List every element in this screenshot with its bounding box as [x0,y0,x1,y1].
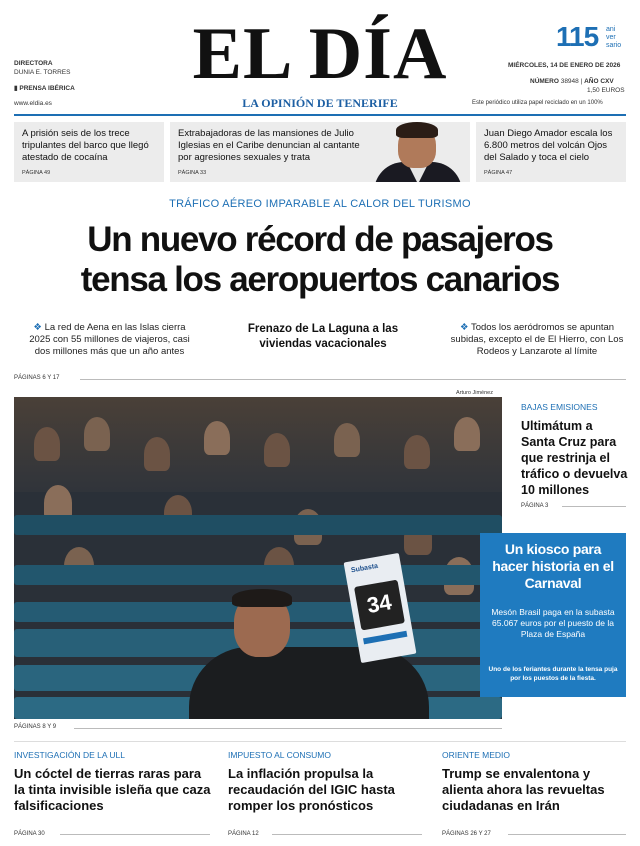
lead-summary-right [446,322,628,358]
bottom-story-1[interactable] [14,750,214,814]
anniversary-badge [556,22,628,56]
lead-pages: PÁGINAS 6 Y 17 [14,375,60,381]
auction-sign-number: 34 [364,589,394,619]
lead-headline-line-1: Un nuevo récord de pasajeros [87,220,553,259]
bottom-story-1-kicker: INVESTIGACIÓN DE LA ULL [14,750,126,760]
anniversary-word-3: sario [606,42,622,49]
portrait-image [366,122,470,182]
newspaper-title: EL DÍA [192,13,448,95]
issue-year: AÑO CXV [584,78,614,85]
audience-person [454,417,480,451]
teaser-box-1[interactable] [14,122,164,182]
sidebar-rule [562,506,626,507]
director-name: DUNIA E. TORRES [14,69,71,76]
lead-left-text: La red de Aena en las Islas cierra 2025 con 55 millones de viajeros, casi dos millones más que un año antes [29,322,190,357]
bottom-story-1-headline: Un cóctel de tierras raras para la tinta invisible isleña que caza falsificaciones [14,766,211,813]
bottom-story-1-rule [60,834,210,835]
audience-person [404,435,430,469]
anniversary-number: 115 [556,21,599,52]
lead-rule [80,379,626,380]
bottom-story-1-page: PÁGINA 30 [14,831,45,837]
sidebar-headline[interactable]: Ultimátum a Santa Cruz para que restrinja el tráfico o devuelva 10 millones [521,419,628,497]
sidebar-page: PÁGINA 3 [521,503,549,509]
foreground-man-body [189,647,429,719]
audience-person [84,417,110,451]
anniversary-word-2: ver [606,34,616,41]
audience-person [334,423,360,457]
lead-kicker: TRÁFICO AÉREO IMPARABLE AL CALOR DEL TURISMO [169,198,471,210]
bottom-story-2-rule [272,834,422,835]
recycled-note: Este periódico utiliza papel reciclado en un 100% [472,100,603,106]
bullet-icon: ❖ [459,322,469,333]
photo-pages: PÁGINAS 8 Y 9 [14,724,57,730]
kiosk-headline: Un kiosco para hacer historia en el Carnaval [492,541,614,591]
lead-summary-center[interactable]: Frenazo de La Laguna a las viviendas vacacionales [247,323,399,350]
audience-person [204,421,230,455]
bottom-story-3[interactable] [442,750,632,814]
auction-sign-label: Subasta [350,562,379,575]
press-name: PRENSA IBÉRICA [19,85,75,92]
audience-person [34,427,60,461]
lead-headline-line-2: tensa los aeropuertos canarios [80,260,560,299]
kiosk-box[interactable] [480,533,626,697]
portrait-hair [396,122,438,138]
website-link[interactable]: www.eldia.es [14,100,52,107]
director-label: DIRECTORA [14,60,53,67]
issue-info [530,78,614,85]
photo-rule [74,728,502,729]
issue-number: 38948 [560,78,579,85]
bottom-story-3-kicker: ORIENTE MEDIO [442,750,511,760]
teaser-box-2[interactable] [170,122,470,182]
seat-row [14,562,502,585]
audience-person [264,433,290,467]
lead-right-text: Todos los aeródromos se apuntan subidas, excepto el de El Hierro, con Los Rodeos y Lanzarote al límite [450,322,624,357]
auction-sign-stripe [363,631,407,645]
bottom-top-rule [14,741,626,742]
teaser-3-page: PÁGINA 47 [484,170,513,176]
teaser-1-text: A prisión seis de los trece tripulantes del barco que llegó atestado de cocaína [22,128,149,163]
bottom-story-3-headline: Trump se envalentona y alienta ahora las revueltas ciudadanas en Irán [442,766,605,813]
teaser-box-3[interactable] [476,122,626,182]
lead-headline[interactable] [0,220,640,300]
lead-summary-left [22,322,197,358]
sidebar-kicker: BAJAS EMISIONES [521,402,598,412]
bottom-story-2[interactable] [228,750,428,814]
teaser-2-text: Extrabajadoras de las mansiones de Julio Iglesias en el Caribe denuncian al cantante por agresiones sexuales y trata [178,128,360,163]
bottom-story-3-page: PÁGINAS 26 Y 27 [442,831,491,837]
bullet-icon: ❖ [33,322,42,333]
seat-row [14,515,502,535]
bottom-story-2-headline: La inflación propulsa la recaudación del IGIC hasta romper los pronósticos [228,766,395,813]
bottom-story-2-kicker: IMPUESTO AL CONSUMO [228,750,331,760]
teaser-3-text: Juan Diego Amador escala los 6.800 metros del volcán Ojos del Salado y toca el cielo [484,128,613,163]
anniversary-word-1: ani [606,26,616,33]
teaser-1-page: PÁGINA 49 [22,170,51,176]
teaser-2-page: PÁGINA 33 [178,170,207,176]
anniversary-words [606,26,621,50]
masthead [0,0,640,118]
audience-person [144,437,170,471]
foreground-man-hair [232,589,292,607]
auction-photo [14,397,502,719]
photo-credit: Arturo Jiménez [456,390,493,396]
newspaper-subtitle: LA OPINIÓN DE TENERIFE [242,96,398,110]
kiosk-text: Mesón Brasil paga en la subasta 65.067 euros por el puesto de la Plaza de España [491,607,615,639]
bottom-story-3-rule [508,834,626,835]
issue-separator: | [580,78,585,85]
kiosk-caption: Uno de los feriantes durante la tensa puja por los puestos de la fiesta. [488,666,618,682]
press-group [14,84,75,92]
issue-price: 1,50 EUROS [587,87,625,94]
press-icon: ▮ [14,85,20,92]
masthead-rule [14,114,626,116]
issue-date: MIÉRCOLES, 14 DE ENERO DE 2026 [508,62,621,69]
issue-label: NÚMERO [530,78,559,85]
bottom-story-2-page: PÁGINA 12 [228,831,259,837]
